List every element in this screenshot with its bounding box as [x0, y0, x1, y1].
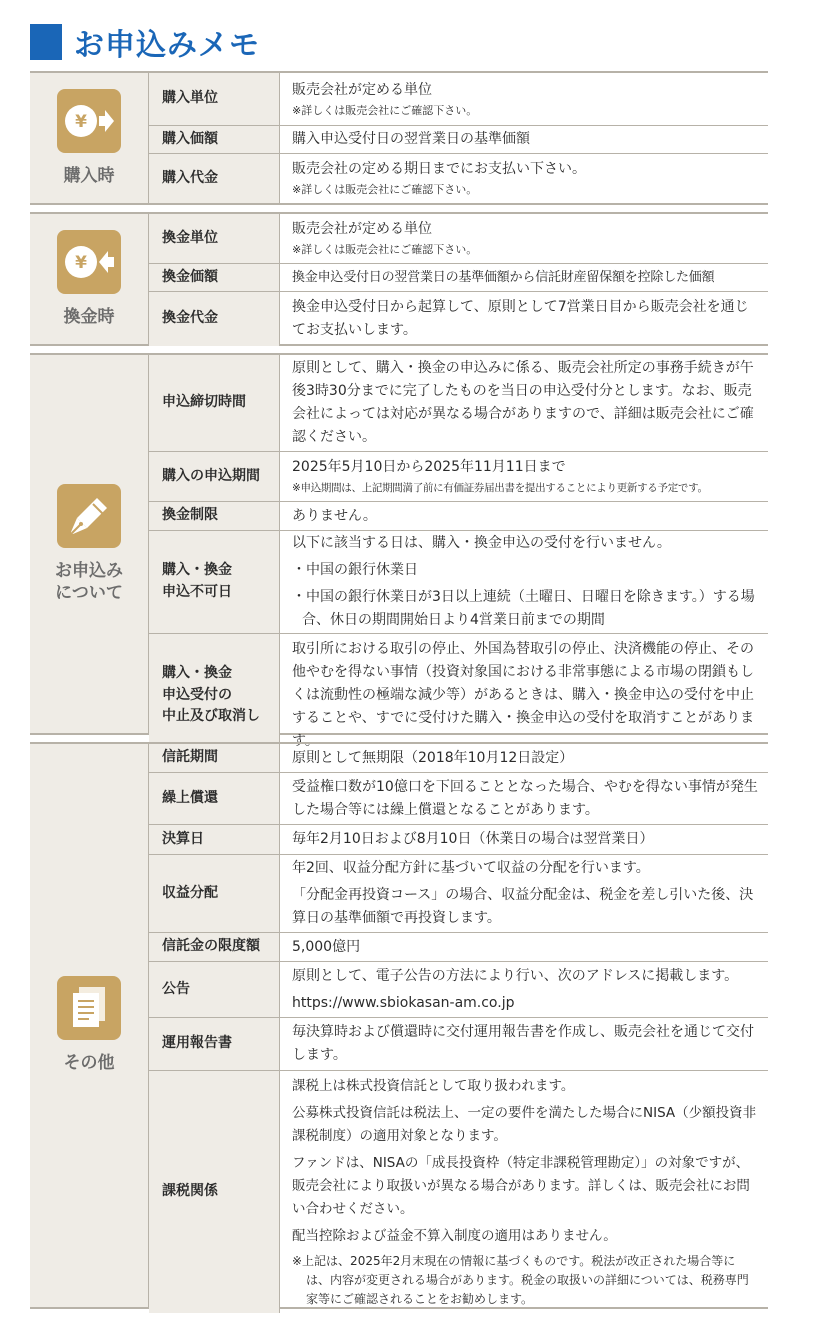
table-row [149, 264, 768, 292]
value-line: 販売会社が定める単位 [292, 221, 432, 237]
row-label: 換金代金 [149, 292, 280, 346]
value-note: ※申込期間は、上記期間満了前に有価証券届出書を提出することにより更新する予定です。 [292, 482, 708, 494]
value-line: 以下に該当する日は、購入・換金申込の受付を行いません。 [292, 535, 671, 551]
row-label: 収益分配 [149, 855, 280, 932]
value-line: 原則として、電子公告の方法により行い、次のアドレスに掲載します。 [292, 967, 739, 984]
row-label: 課税関係 [149, 1071, 280, 1313]
row-label: 決算日 [149, 825, 280, 854]
yen-redemption-icon [57, 230, 121, 294]
row-value [280, 154, 768, 203]
row-value [280, 452, 768, 501]
row-value [280, 933, 768, 961]
section-other [30, 742, 768, 1309]
value-line: 取引所における取引の停止、外国為替取引の停止、決済機能の停止、その他やむを得ない事情（投資対象国における非常事態による市場の閉鎖もしくは流動性の極端な減少等）があるときは、購入・換金申込の受付を中止することや、すでに受付けた購入・換金申込の受付を取消すことがあります。 [292, 641, 755, 749]
row-value [280, 264, 768, 291]
table-row [149, 773, 768, 825]
table-row [149, 744, 768, 773]
row-label: 購入単位 [149, 73, 280, 125]
section-application [30, 353, 768, 749]
value-line: 「分配金再投資コース」の場合、収益分配金は、税金を差し引いた後、決算日の基準価額で再投資します。 [292, 887, 754, 926]
row-value [280, 73, 768, 125]
yen-purchase-icon [57, 89, 121, 153]
category-label [55, 560, 123, 604]
table-row [149, 126, 768, 154]
value-line: 原則として無期限（2018年10月12日設定） [292, 749, 574, 766]
value-line: ・中国の銀行休業日 [292, 562, 418, 578]
table-row [149, 154, 768, 203]
value-line: 2025年5月10日から2025年11月11日まで [292, 459, 566, 475]
row-label-line: 購入・換金 [162, 562, 232, 579]
row-label: 運用報告書 [149, 1018, 280, 1070]
value-line: 販売会社が定める単位 [292, 81, 432, 98]
value-line: 販売会社の定める期日までにお支払い下さい。 [292, 161, 586, 177]
section-redemption [30, 212, 768, 346]
table-row [149, 634, 768, 757]
value-line: 公募株式投資信託は税法上、一定の要件を満たした場合にNISA（少額投資非課税制度）の適用対象となります。 [292, 1105, 757, 1144]
value-line: 毎決算時および償還時に交付運用報告書を作成し、販売会社を通じて交付します。 [292, 1024, 754, 1063]
value-line: 配当控除および益金不算入制度の適用はありません。 [292, 1228, 617, 1244]
row-label: 購入価額 [149, 126, 280, 153]
value-line: 換金申込受付日の翌営業日の基準価額から信託財産留保額を控除した価額 [292, 270, 715, 285]
row-value [280, 502, 768, 530]
value-line: 年2回、収益分配方針に基づいて収益の分配を行います。 [292, 860, 650, 876]
row-label: 換金制限 [149, 502, 280, 530]
row-value [280, 962, 768, 1017]
pen-icon [57, 484, 121, 548]
value-line: 5,000億円 [292, 938, 361, 955]
table-row [149, 355, 768, 452]
category-application [30, 355, 149, 733]
value-line: 課税上は株式投資信託として取り扱われます。 [292, 1078, 575, 1094]
row-label: 申込締切時間 [149, 355, 280, 451]
value-note: ※詳しくは販売会社にご確認下さい。 [292, 243, 478, 256]
table-row [149, 855, 768, 933]
row-value [280, 531, 768, 633]
row-label [149, 634, 280, 757]
row-label: 信託金の限度額 [149, 933, 280, 961]
category-label: 換金時 [63, 306, 115, 327]
row-value [280, 773, 768, 824]
value-note: ※詳しくは販売会社にご確認下さい。 [292, 183, 478, 196]
page-header [30, 20, 260, 64]
section-purchase [30, 71, 768, 205]
category-purchase [30, 73, 149, 203]
value-note: ※詳しくは販売会社にご確認下さい。 [292, 103, 478, 117]
category-label-line: について [55, 583, 123, 603]
value-line: 購入申込受付日の翌営業日の基準価額 [292, 131, 530, 147]
row-value [280, 1071, 768, 1313]
category-other [30, 744, 149, 1307]
row-label-line: 申込不可日 [162, 584, 232, 600]
document-icon [57, 976, 121, 1040]
table-row [149, 292, 768, 346]
value-line: 換金申込受付日から起算して、原則として7営業日目から販売会社を通じてお支払いします。 [292, 299, 749, 338]
value-line: ファンドは、NISAの「成長投資枠（特定非課税管理勘定）」の対象ですが、販売会社により取扱いが異なる場合があります。詳しくは、販売会社にお問い合わせください。 [292, 1155, 750, 1217]
value-line: 毎年2月10日および8月10日（休業日の場合は翌営業日） [292, 831, 654, 847]
value-line: https://www.sbiokasan-am.co.jp [292, 994, 515, 1011]
value-line: 原則として、購入・換金の申込みに係る、販売会社所定の事務手続きが午後3時30分までに完了したものを当日の申込受付分とします。なお、販売会社によっては対応が異なる場合がありますので、詳細は販売会社にご確認ください。 [292, 360, 754, 445]
value-line: ありません。 [292, 507, 377, 524]
value-line: ・中国の銀行休業日が3日以上連続（土曜日、日曜日を除きます。）する場合、休日の期間開始日より4営業日前までの期間 [292, 589, 755, 628]
category-label: 購入時 [63, 165, 115, 186]
row-label: 繰上償還 [149, 773, 280, 824]
row-label-line: 申込受付の [162, 686, 232, 703]
row-label [149, 531, 280, 633]
row-value [280, 126, 768, 153]
row-label: 公告 [149, 962, 280, 1017]
category-label-line: お申込み [55, 560, 123, 581]
table-row [149, 73, 768, 126]
row-label: 購入の申込期間 [149, 452, 280, 501]
table-row [149, 825, 768, 855]
value-note: ※上記は、2025年2月末現在の情報に基づくものです。税法が改正された場合等には、内容が変更される場合があります。税金の取扱いの詳細については、税務専門家等にご確認されることをお勧めします。 [292, 1254, 749, 1306]
category-redemption [30, 214, 149, 344]
table-row [149, 1018, 768, 1071]
table-row [149, 933, 768, 962]
table-row [149, 452, 768, 502]
row-value [280, 1018, 768, 1070]
row-value [280, 292, 768, 346]
table-row [149, 502, 768, 531]
row-value [280, 855, 768, 932]
svg-text:¥: ¥ [75, 111, 87, 132]
value-line: 受益権口数が10億口を下回ることとなった場合、やむを得ない事情が発生した場合等には繰上償還となることがあります。 [292, 778, 758, 818]
row-value [280, 214, 768, 263]
page-title: お申込みメモ [74, 28, 260, 63]
row-value [280, 355, 768, 451]
row-value [280, 634, 768, 757]
table-row [149, 962, 768, 1018]
table-row [149, 214, 768, 264]
table-row [149, 1071, 768, 1313]
row-label: 換金価額 [149, 264, 280, 291]
row-value [280, 825, 768, 854]
svg-text:¥: ¥ [75, 252, 87, 273]
row-label: 信託期間 [149, 744, 280, 772]
title-marker [30, 24, 62, 60]
row-label-line: 購入・換金 [162, 664, 232, 681]
table-row [149, 531, 768, 634]
row-value [280, 744, 768, 772]
category-label: その他 [63, 1053, 115, 1074]
row-label: 購入代金 [149, 154, 280, 203]
row-label-line: 中止及び取消し [162, 708, 260, 725]
row-label: 換金単位 [149, 214, 280, 263]
